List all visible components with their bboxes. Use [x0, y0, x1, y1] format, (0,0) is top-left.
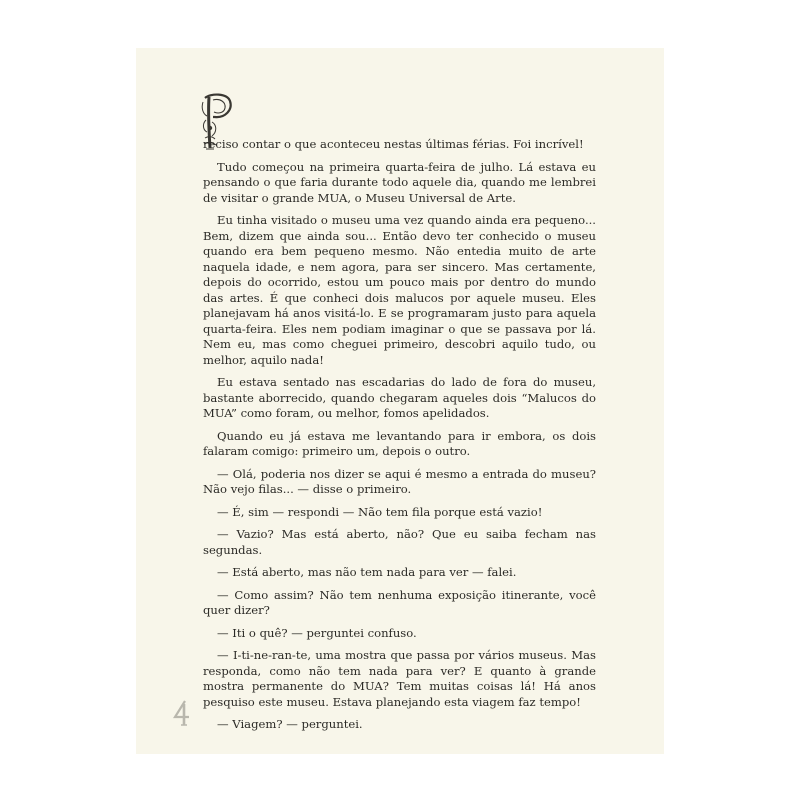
- paragraph: — Viagem? — perguntei.: [217, 717, 363, 731]
- paragraph: reciso contar o que aconteceu nestas últimas férias. Foi incrível!: [203, 137, 584, 151]
- paragraph: Eu tinha visitado o museu uma vez quando ainda era pequeno... Bem, dizem que ainda sou... Então devo ter conhecido o museu quando era bem pequeno mesmo. Não entedia muito de arte naquela idade, e nem agora, para ser sincero. Mas certamente, depois do ocorrido, estou um pouco mais por dentro do mundo das artes. É que conheci dois malucos por aquele museu. Eles planejavam há anos visitá-lo. E se programaram justo para aquela quarta-feira. Eles nem podiam imaginar o que se passava por lá. Nem eu, mas como cheguei primeiro, descobri aquilo tudo, ou melhor, aquilo nada!: [203, 213, 596, 367]
- page-number: [172, 698, 192, 728]
- paragraph: — Como assim? Não tem nenhuma exposição itinerante, você quer dizer?: [203, 587, 596, 617]
- paragraph: — Vazio? Mas está aberto, não? Que eu saiba fecham nas segundas.: [203, 527, 596, 557]
- paragraph: — Está aberto, mas não tem nada para ver — falei.: [217, 565, 517, 579]
- paragraph: Quando eu já estava me levantando para ir embora, os dois falaram comigo: primeiro um, depois o outro.: [203, 428, 596, 458]
- body-text: [203, 137, 596, 740]
- paragraph: — Iti o quê? — perguntei confuso.: [217, 625, 417, 640]
- paragraph: Eu estava sentado nas escadarias do lado de fora do museu, bastante aborrecido, quando chegaram aqueles dois “Malucos do MUA” como foram, ou melhor, fomos apelidados.: [203, 375, 596, 420]
- book-page: [136, 48, 664, 754]
- paragraph: — I-ti-ne-ran-te, uma mostra que passa por vários museus. Mas responda, como não tem nada para ver? E quanto à grande mostra permanente do MUA? Tem muitas coisas lá! Há anos pesquiso este museu. Estava planejando esta viagem faz tempo!: [203, 648, 596, 709]
- paragraph: — Olá, poderia nos dizer se aqui é mesmo a entrada do museu? Não vejo filas... — disse o primeiro.: [203, 466, 596, 496]
- paragraph: — É, sim — respondi — Não tem fila porque está vazio!: [217, 504, 543, 519]
- paragraph: Tudo começou na primeira quarta-feira de julho. Lá estava eu pensando o que faria durante todo aquele dia, quando me lembrei de visitar o grande MUA, o Museu Universal de Arte.: [203, 159, 596, 205]
